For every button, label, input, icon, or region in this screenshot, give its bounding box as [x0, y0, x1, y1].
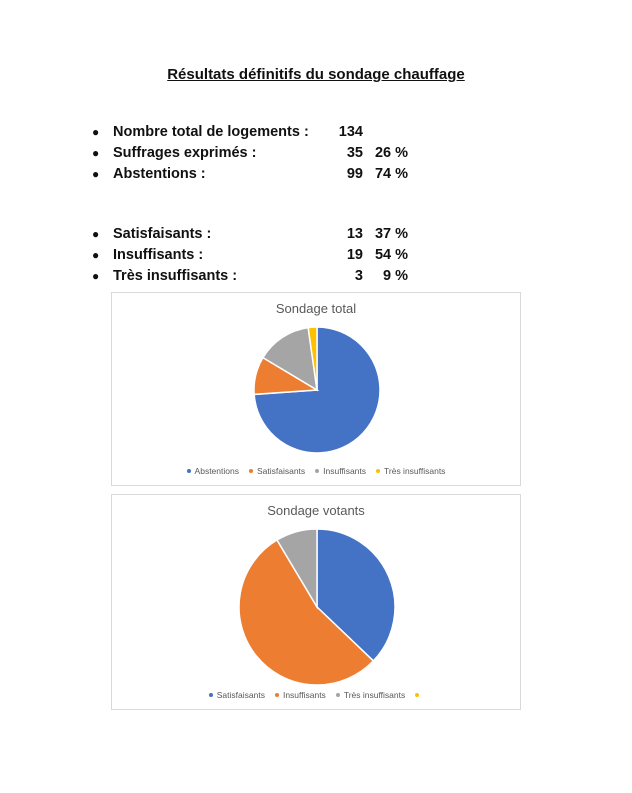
stat-label: Suffrages exprimés :	[113, 145, 257, 161]
stat-label: Abstentions :	[113, 166, 206, 182]
bullet-icon: ●	[92, 167, 100, 181]
legend-item-tres-insuffisants	[336, 690, 405, 700]
stat-count: 13	[346, 226, 363, 242]
legend-swatch	[315, 469, 319, 473]
legend-swatch	[187, 469, 191, 473]
legend-swatch	[209, 693, 213, 697]
legend-swatch	[275, 693, 279, 697]
stat-count: 35	[346, 145, 363, 161]
stat-percent: 74 %	[374, 166, 408, 182]
legend-item-tres-insuffisants	[376, 466, 445, 476]
chart-legend	[112, 690, 520, 700]
stat-row-insuffisants	[0, 245, 632, 265]
legend-label: Satisfaisants	[216, 690, 265, 700]
stat-count: 3	[354, 268, 363, 284]
chart-title: Sondage total	[275, 301, 357, 316]
legend-swatch	[415, 693, 419, 697]
stat-count: 19	[346, 247, 363, 263]
chart-sondage-votants	[111, 494, 521, 710]
legend-item-empty	[415, 690, 423, 700]
stat-percent: 37 %	[374, 226, 408, 242]
legend-item-insuffisants	[275, 690, 326, 700]
stat-row-tres-insuffisants	[0, 266, 632, 286]
stat-row-abstentions	[0, 164, 632, 184]
bullet-icon: ●	[92, 248, 100, 262]
stat-label: Satisfaisants :	[113, 226, 212, 242]
legend-item-satisfaisants	[249, 466, 305, 476]
bullet-icon: ●	[92, 146, 100, 160]
stat-count: 134	[338, 124, 363, 140]
legend-label: Insuffisants	[323, 466, 367, 476]
legend-label: Abstentions	[194, 466, 239, 476]
legend-label: Insuffisants	[282, 690, 326, 700]
legend-item-satisfaisants	[209, 690, 265, 700]
bullet-icon: ●	[92, 125, 100, 139]
legend-item-abstentions	[187, 466, 239, 476]
legend-swatch	[336, 693, 340, 697]
legend-label: Très insuffisants	[343, 690, 406, 700]
stat-row-total-logements	[0, 122, 632, 142]
stat-row-suffrages	[0, 143, 632, 163]
bullet-icon: ●	[92, 269, 100, 283]
stat-row-satisfaisants	[0, 224, 632, 244]
pie-chart	[227, 527, 407, 687]
stat-label: Nombre total de logements :	[113, 124, 309, 140]
chart-title: Sondage votants	[267, 503, 365, 518]
legend-label: Très insuffisants	[384, 466, 446, 476]
bullet-icon: ●	[92, 227, 100, 241]
stat-percent: 9 %	[383, 268, 408, 284]
legend-swatch	[376, 469, 380, 473]
legend-item-insuffisants	[315, 466, 366, 476]
chart-legend	[112, 466, 520, 476]
stat-count: 99	[346, 166, 363, 182]
legend-swatch	[249, 469, 253, 473]
legend-label: Satisfaisants	[256, 466, 306, 476]
stat-label: Insuffisants :	[113, 247, 204, 263]
stat-percent: 54 %	[374, 247, 408, 263]
stat-label: Très insuffisants :	[113, 268, 238, 284]
stat-percent: 26 %	[374, 145, 408, 161]
document-title: Résultats définitifs du sondage chauffage	[167, 66, 465, 83]
pie-chart	[242, 325, 392, 455]
chart-sondage-total	[111, 292, 521, 486]
